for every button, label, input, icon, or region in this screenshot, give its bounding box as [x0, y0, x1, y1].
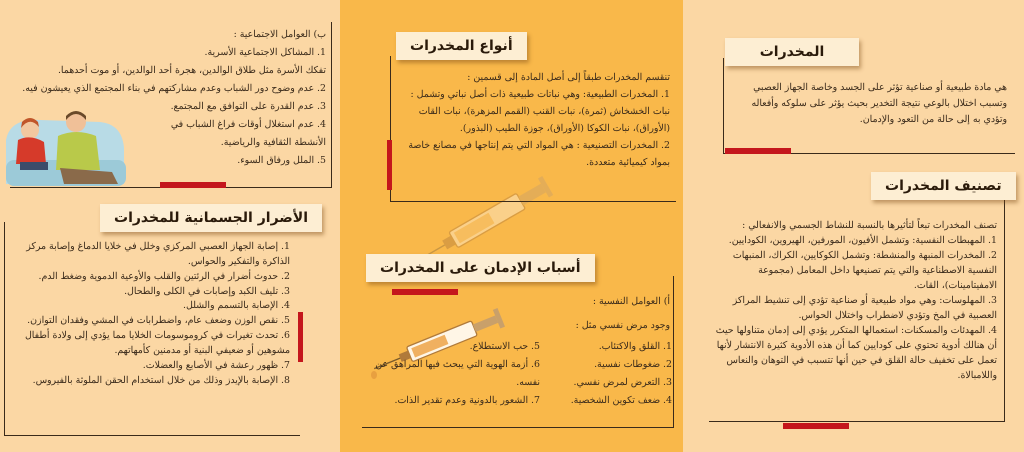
social-item: 3. عدم القدرة على التوافق مع المجتمع. — [170, 101, 326, 113]
types-accent-bar — [387, 140, 392, 190]
drugs-definition: هي مادة طبيعية أو صناعية تؤثر على الجسد وخاصة الجهاز العصبي وتسبب اختلال بالوعي نتيجة التخدير بحيث يؤثر على سلوكه وأفعاله وتؤدي به إلى حالة من التعود والإدمان. — [751, 82, 1007, 125]
causes-col-2 — [372, 338, 540, 409]
causes-item: 7. الشعور بالدونية وعدم تقدير الذات. — [394, 394, 540, 406]
causes-subheading-2: وجود مرض نفسي مثل : — [575, 320, 670, 331]
damage-item: 3. تليف الكبد وإصابات في الكلى والطحال. — [124, 285, 290, 297]
social-heading: ب) العوامل الاجتماعية : — [233, 29, 326, 40]
right-panel — [683, 0, 1024, 452]
drugs-title: المخدرات — [725, 38, 859, 66]
causes-item: 1. القلق والاكتئاب. — [598, 341, 672, 352]
causes-subheading: أ) العوامل النفسية : — [592, 296, 670, 307]
social-body — [14, 26, 326, 170]
causes-item: 5. حب الاستطلاع. — [469, 341, 540, 352]
classification-accent-bar — [783, 423, 849, 429]
middle-panel — [340, 0, 683, 452]
left-panel — [0, 0, 340, 452]
damage-item: 6. تحدث تغيرات في كروموسومات الخلايا مما يؤدي إلى ولادة أطفال مشوهين أو ضعيفي البنية أو مدمنين كأمهاتهم. — [25, 330, 290, 357]
classification-item: 4. المهدئات والمسكنات: استعمالها المتكرر يؤدي إلى إدمان متناولها حيث أن هنالك أدوية تحتوي على كودايين كما أن هذه الأدوية كثيرة الانتشار لأنها تعمل على تخفيف حالة القلق في حين أنها تتسبب في التوهان والنعاس واللامبالاة. — [715, 325, 997, 382]
damage-item: 1. إصابة الجهاز العصبي المركزي وخلل في خلايا الدماغ وإصابة مركز الذاكرة والتفكير والحواس. — [26, 241, 290, 267]
damage-title: الأضرار الجسمانية للمخدرات — [100, 204, 322, 232]
classification-intro: تصنف المخدرات تبعاً لتأثيرها بالنسبة للنشاط الجسمي والانفعالي : — [742, 220, 997, 231]
damage-item: 2. حدوث أضرار في الرئتين والقلب والأوعية الدموية وضغط الدم. — [38, 270, 290, 282]
causes-col-1 — [550, 338, 672, 409]
causes-list — [372, 338, 672, 409]
causes-item: 2. ضغوطات نفسية. — [594, 358, 672, 370]
classification-item: 2. المخدرات المنبهة والمنشطة: وتشمل الكوكايين، الكراك، المنبهات النفسية الاصطناعية والتي يتم تصنيعها داخل المعامل (مجموعة الامفيتامينات)، القات. — [732, 250, 997, 292]
causes-item: 3. التعرض لمرض نفسي. — [573, 376, 672, 388]
social-item: 1. المشاكل الاجتماعية الأسرية. — [204, 47, 326, 59]
classification-item: 1. المهبطات النفسية: وتشمل الأفيون، المورفين، الهيروين، الكودايين. — [728, 235, 997, 247]
damage-item: 5. نقص الوزن وضعف عام، واضطرابات في المشي وفقدان التوازن. — [27, 315, 290, 327]
social-item: تفكك الأسرة مثل طلاق الوالدين، هجرة أحد الوالدين، أو موت أحدهما. — [57, 65, 326, 77]
damage-body — [16, 240, 290, 389]
types-body — [398, 70, 670, 172]
types-item: 1. المخدرات الطبيعية: وهي نباتات طبيعية ذات أصل نباتي وتشمل : نبات الخشخاش (ثمرة)، نبات القنب (القمم المزهرة)، نبات القات (الأوراق)، نبات الكوكا (الأوراق)، جوزة الطيب (البذور). — [410, 88, 670, 134]
social-item: 2. عدم وضوح دور الشباب وعدم مشاركتهم في بناء المجتمع الذي يعيشون فيه. — [22, 83, 326, 95]
classification-body — [713, 218, 997, 384]
types-title: أنواع المخدرات — [396, 32, 527, 60]
types-item: 2. المخدرات التصنيعية : هي المواد التي يتم إنتاجها في مصانع خاصة بمواد كيميائية متعددة. — [408, 139, 670, 168]
classification-title: تصنيف المخدرات — [871, 172, 1016, 200]
drugs-accent-bar — [725, 148, 791, 154]
causes-accent-bar — [392, 289, 458, 295]
damage-accent-bar — [298, 312, 303, 362]
classification-item: 3. المهلوسات: وهي مواد طبيعية أو صناعية تؤدي إلى تنشيط المراكز العصبية في المخ وتؤدي لاضطراب واختلال الحواس. — [732, 295, 997, 322]
types-intro: تنقسم المخدرات طبقاً إلى أصل المادة إلى قسمين : — [467, 72, 670, 83]
damage-item: 8. الإصابة بالإيدز وذلك من خلال استخدام الحقن الملوثة بالفيروس. — [32, 374, 290, 386]
damage-item: 7. ظهور رعشة في الأصابع والعضلات. — [142, 359, 290, 371]
causes-title: أسباب الإدمان على المخدرات — [366, 254, 595, 282]
social-item: 5. الملل ورفاق السوء. — [237, 155, 326, 167]
causes-item: 4. ضعف تكوين الشخصية. — [570, 394, 672, 406]
causes-item: 6. أزمة الهوية التي يبحث فيها المراهق عن نفسه. — [375, 358, 540, 388]
social-item: 4. عدم استغلال أوقات فراغ الشباب في الأنشطة الثقافية والرياضية. — [170, 119, 326, 149]
damage-item: 4. الإصابة بالتسمم والشلل. — [182, 300, 290, 312]
social-accent-bar — [160, 182, 226, 188]
